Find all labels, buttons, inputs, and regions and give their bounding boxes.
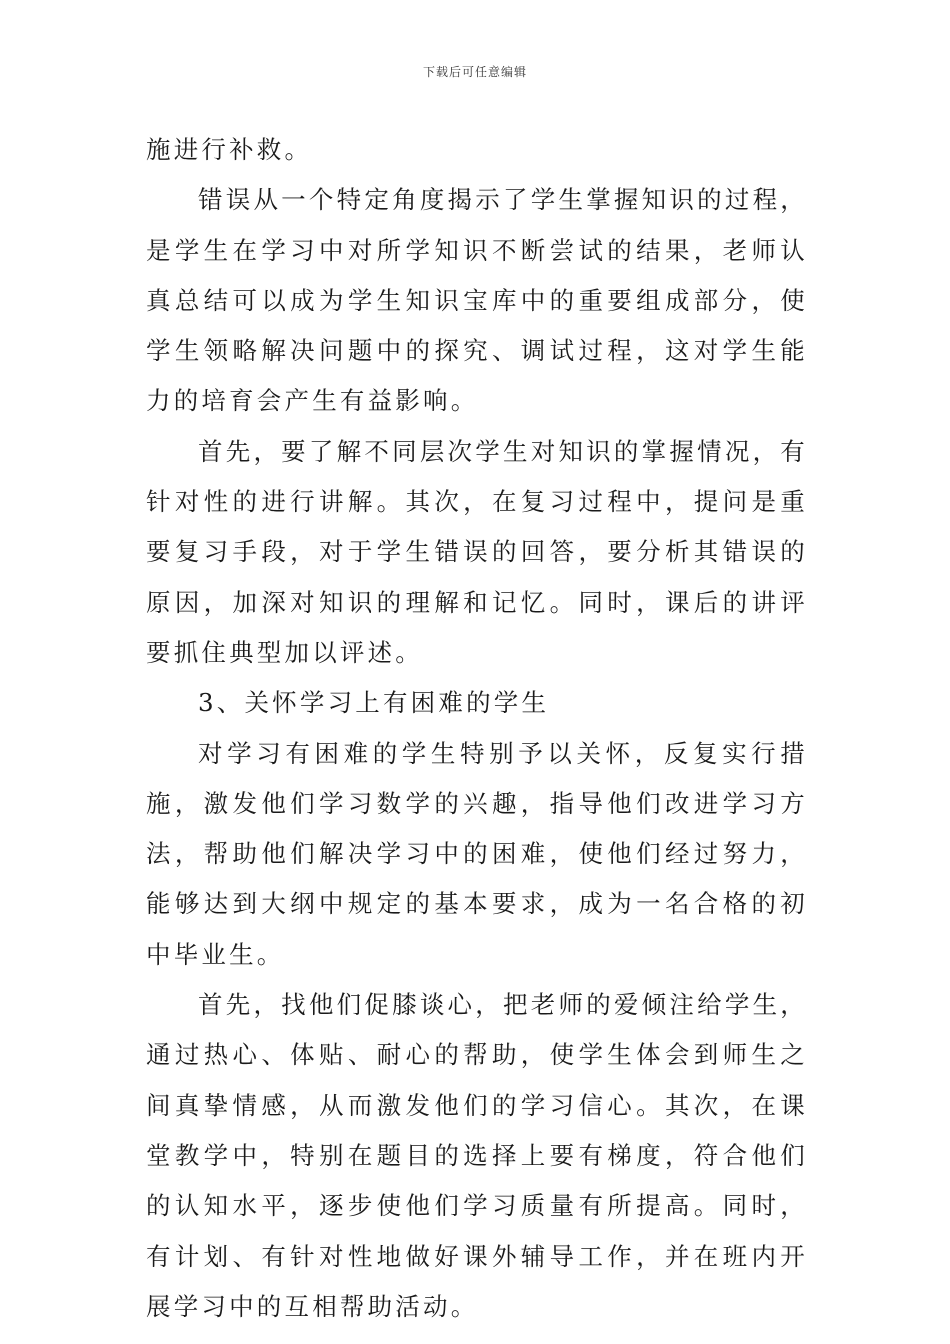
section-heading: 3、关怀学习上有困难的学生 [198,688,550,718]
paragraph-first-heart-talk: 首先，找他们促膝谈心，把老师的爱倾注给学生，通过热心、体贴、耐心的帮助，使学生体会到师生之间真挚情感，从而激发他们的学习信心。其次，在课堂教学中，特别在题目的选择上要有梯度，符合他们的认知水平，逐步使他们学习质量有所提高。同时，有计划、有针对性地做好课外辅导工作，并在班内开展学习中的互相帮助活动。 [146,990,808,1321]
document-body [146,125,808,1332]
page-header-note: 下载后可任意编辑 [422,65,527,79]
paragraph-continuation: 施进行补救。 [146,135,313,164]
paragraph-first-review: 首先，要了解不同层次学生对知识的掌握情况，有针对性的进行讲解。其次，在复习过程中，提问是重要复习手段，对于学生错误的回答，要分析其错误的原因，加深对知识的理解和记忆。同时，课后的讲评要抓住典型加以评述。 [146,436,808,667]
paragraph-errors: 错误从一个特定角度揭示了学生掌握知识的过程，是学生在学习中对所学知识不断尝试的结果，老师认真总结可以成为学生知识宝库中的重要组成部分，使学生领略解决问题中的探究、调试过程，这对学生能力的培育会产生有益影响。 [146,185,808,416]
paragraph-care-students: 对学习有困难的学生特别予以关怀，反复实行措施，激发他们学习数学的兴趣，指导他们改进学习方法，帮助他们解决学习中的困难，使他们经过努力，能够达到大纲中规定的基本要求，成为一名合格的初中毕业生。 [146,738,808,969]
